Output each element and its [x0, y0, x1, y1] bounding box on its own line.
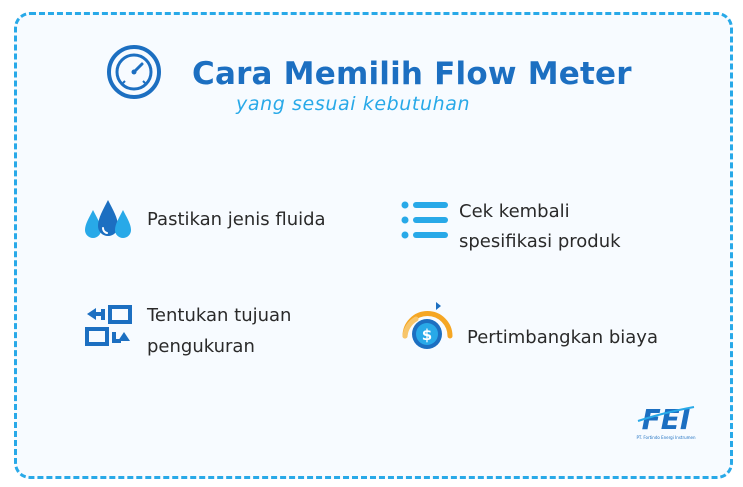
water-drops-icon [82, 198, 134, 244]
gauge-icon [106, 44, 162, 100]
item-purpose-line-2: pengukuran [147, 336, 255, 357]
list-icon [400, 198, 450, 242]
page-subtitle: yang sesuai kebutuhan [236, 93, 471, 115]
svg-text:$: $ [421, 326, 433, 344]
dollar-gauge-icon [398, 300, 458, 358]
page-title: Cara Memilih Flow Meter [192, 56, 632, 92]
item-cost-line-1: Pertimbangkan biaya [467, 327, 658, 348]
swap-target-icon [84, 304, 132, 348]
item-spec-check-line-2: spesifikasi produk [459, 231, 621, 252]
logo-mark: FEI [641, 403, 691, 436]
logo-tagline: PT. Fortindo Energi Instrumen [636, 435, 696, 440]
item-spec-check-line-1: Cek kembali [459, 201, 570, 222]
item-fluid-type-line-1: Pastikan jenis fluida [147, 209, 326, 230]
item-purpose-line-1: Tentukan tujuan [147, 305, 292, 326]
